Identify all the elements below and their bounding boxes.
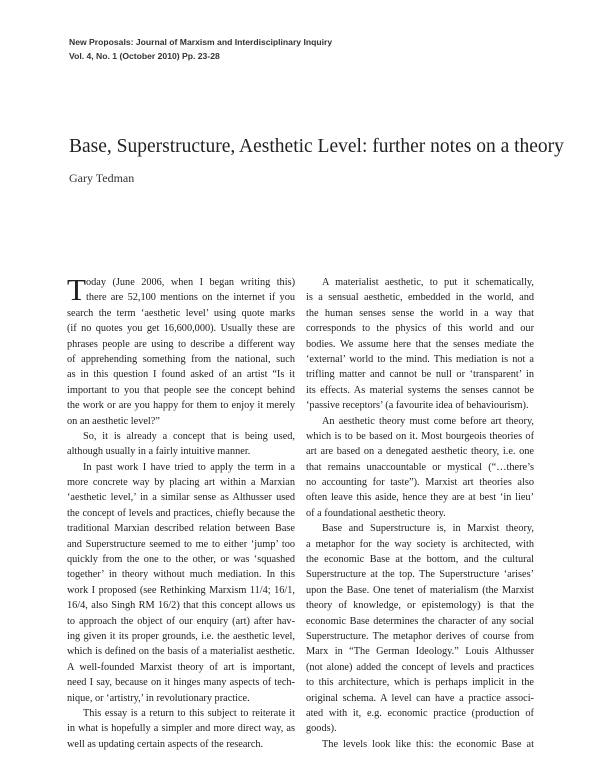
text-line: Superstructure at the top. The Superstructure ‘arises’ xyxy=(306,569,534,581)
text-line: 16/4, also Singh RM 16/2) that this concept allows us xyxy=(67,600,295,612)
text-line: A materialist aesthetic, to put it schematically, xyxy=(322,277,534,288)
text-line: which is to be based on it. Most bourgeois theories of xyxy=(306,430,534,442)
text-line: important to you that people see the concept behind xyxy=(67,384,295,396)
text-line: work I proposed (see Rethinking Marxism 11/4; 16/1, xyxy=(67,584,295,596)
text-line: An aesthetic theory must come before art theory, xyxy=(322,415,534,427)
text-line: traditional Marxian described relation between Base xyxy=(67,523,295,535)
text-line: the economic Base at the bottom, and the cultural xyxy=(306,554,534,566)
text-line: need I say, because on it hinges many aspects of tech- xyxy=(67,677,295,689)
text-line: Base and Superstructure is, in Marxist theory, xyxy=(322,523,534,535)
text-line: (not alone) added the concept of levels and practices xyxy=(306,661,534,673)
journal-header xyxy=(69,35,332,63)
text-line: upon the Base. One tenet of materialism (the Marxist xyxy=(306,584,534,596)
text-line: the concept of levels and practices, chiefly because the xyxy=(67,507,295,519)
drop-cap: T xyxy=(67,272,86,307)
text-line: together’ in theory without much mediation. In this xyxy=(67,569,295,581)
text-line: corresponds to the physics of this world and our xyxy=(306,323,534,335)
journal-name: New Proposals: Journal of Marxism and Interdisciplinary Inquiry xyxy=(69,37,333,47)
text-line: phrases people are using to describe a different way xyxy=(67,338,295,350)
text-line: ‘passive receptors’ (a favourite idea of behaviourism). xyxy=(306,400,529,412)
text-line: economic Base determines the character of any social xyxy=(306,615,534,627)
text-line: which is defined on the basis of a materialist aesthetic. xyxy=(67,646,295,658)
text-line: more concrete way by placing art within a Marxian xyxy=(67,477,295,489)
text-line: of a foundational aesthetic theory. xyxy=(306,507,446,519)
text-line: search the term ‘aesthetic level’ using quote marks xyxy=(67,307,295,319)
text-line: the human senses sense the world in a way that xyxy=(306,307,534,319)
text-line: no accounting for taste”). Marxist art theories also xyxy=(306,477,534,489)
text-line: art are based on a denegated aesthetic theory, i.e. one xyxy=(306,446,534,458)
text-line: to this architecture, which is perhaps implicit in the xyxy=(306,677,534,689)
text-line: that remains unaccountable or mystical (“…there’s xyxy=(306,461,534,473)
text-line: bodies. We assume here that the senses mediate the xyxy=(306,338,534,350)
text-line: A well-founded Marxist theory of art is important, xyxy=(67,661,295,673)
text-line: nique, or ‘artistry,’ in revolutionary practice. xyxy=(67,692,250,704)
text-line: of apprehending something from the national, such xyxy=(67,353,295,365)
text-line: quickly from the one to the other, or was ‘squashed xyxy=(67,554,295,566)
text-line: original schema. A level can have a practice associ- xyxy=(306,692,534,704)
text-line: Superstructure. The metaphor derives of course from xyxy=(306,630,534,642)
text-line: ‘external’ world to the mind. This mediation is not a xyxy=(306,353,534,365)
journal-issue: Vol. 4, No. 1 (October 2010) Pp. 23-28 xyxy=(69,51,220,61)
text-line: a metaphor for the way society is architected, with xyxy=(306,538,534,550)
article-author: Gary Tedman xyxy=(69,171,135,185)
text-line: often leave this aside, hence they are at best ‘in lieu’ xyxy=(306,492,534,504)
text-line: well as updating certain aspects of the research. xyxy=(67,738,264,750)
text-line: its effects. As material systems the senses cannot be xyxy=(306,384,534,396)
text-line: to approach the object of our enquiry (art) after hav- xyxy=(67,615,295,627)
text-line: there are 52,100 mentions on the internet if you xyxy=(86,292,295,304)
text-line: In past work I have tried to apply the term in a xyxy=(83,461,295,473)
text-line: in what is hopefully a simpler and more direct way, as xyxy=(67,723,295,735)
text-line: on an aesthetic level?” xyxy=(67,415,160,427)
text-line: Marx in “The German Ideology.” Louis Althusser xyxy=(306,646,534,658)
text-line: This essay is a return to this subject to reiterate it xyxy=(83,707,295,719)
text-line: ‘aesthetic level,’ in a similar sense as Althusser used xyxy=(67,492,295,504)
text-line: ing given it its proper grounds, i.e. the aesthetic level, xyxy=(67,630,295,642)
text-line: ated with it, e.g. economic practice (production of xyxy=(306,707,534,719)
text-line: theory of knowledge, or epistemology) is that the xyxy=(306,600,534,612)
text-line: So, it is already a concept that is being used, xyxy=(83,430,295,442)
text-line: The levels look like this: the economic Base at xyxy=(322,738,534,750)
text-line: and Superstructure seemed to me to either ‘jump’ too xyxy=(67,538,295,550)
first-paragraph-start xyxy=(67,272,295,307)
text-line: is a sensual aesthetic, embedded in the world, and xyxy=(306,292,534,304)
text-line: oday (June 2006, when I began writing this) xyxy=(86,277,295,288)
text-line: trifling matter and cannot be null or ‘transparent’ in xyxy=(306,369,534,381)
article-title: Base, Superstructure, Aesthetic Level: further notes on a theory xyxy=(69,136,564,157)
text-line: as in this question I found asked of an artist “Is it xyxy=(67,369,295,381)
right-column xyxy=(306,275,534,752)
text-line: (if no quotes you get 16,600,000). Usually these are xyxy=(67,323,295,335)
text-line: the work or are you happy for them to enjoy it merely xyxy=(67,400,295,412)
text-line: although usually in a fairly intuitive manner. xyxy=(67,446,251,458)
left-column xyxy=(67,272,295,752)
text-line: goods). xyxy=(306,723,337,735)
